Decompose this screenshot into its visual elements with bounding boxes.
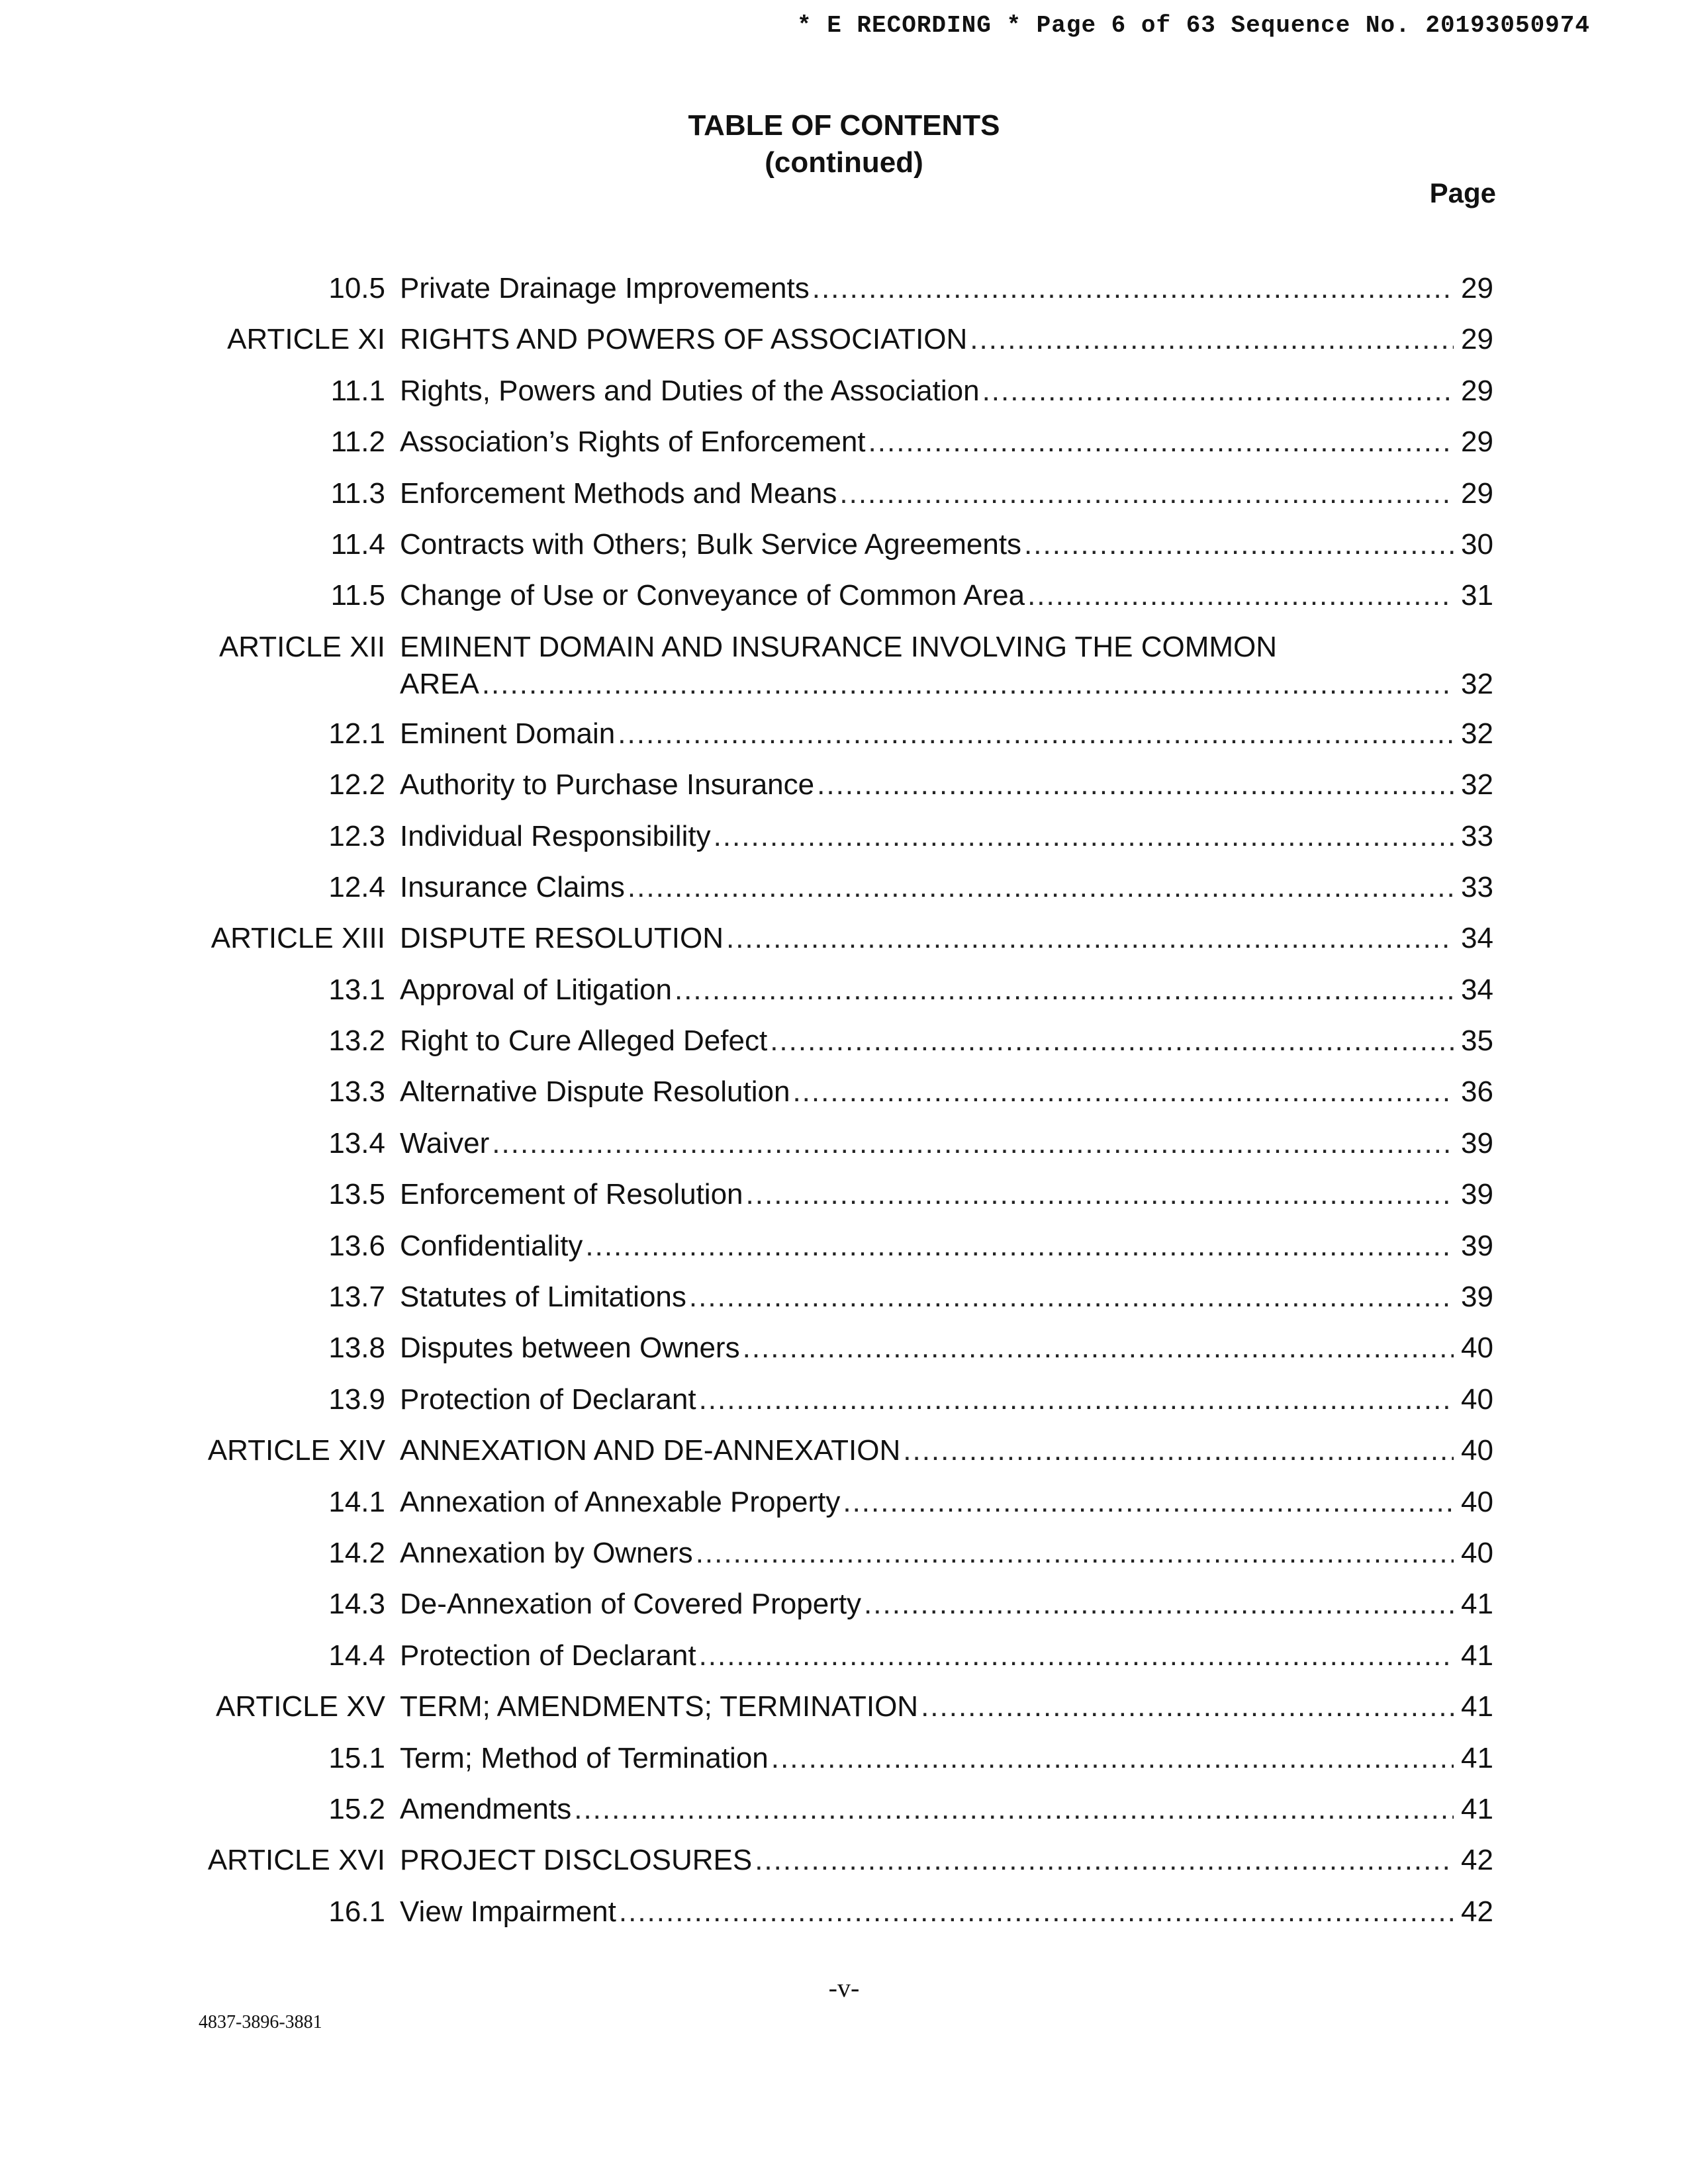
toc-entry-line xyxy=(400,1023,1493,1060)
toc-entry xyxy=(0,972,1688,1023)
toc-entry xyxy=(0,1535,1688,1586)
toc-entry-line xyxy=(400,321,1493,358)
toc-entry xyxy=(0,1073,1688,1124)
toc-entry-line xyxy=(400,1688,1493,1725)
toc-entry xyxy=(0,869,1688,920)
toc-entry xyxy=(0,715,1688,766)
toc-entry-line xyxy=(400,1791,1493,1828)
toc-entry-line xyxy=(400,1432,1493,1469)
toc-entry-title-cell xyxy=(400,869,1493,906)
toc-entry-line xyxy=(400,1073,1493,1111)
toc-entry-number: 14.1 xyxy=(328,1485,385,1518)
toc-entry-title-cell xyxy=(400,1791,1493,1828)
toc-entry-title-cell xyxy=(400,1073,1493,1111)
toc-entry-number: ARTICLE XV xyxy=(216,1690,385,1723)
toc-dot-leader xyxy=(699,1381,1454,1418)
toc-dot-leader xyxy=(903,1432,1454,1469)
toc-entry-title: AREA xyxy=(400,667,479,700)
toc-entry-title-cell xyxy=(400,526,1493,563)
toc-entry xyxy=(0,1740,1688,1791)
toc-dot-leader xyxy=(714,818,1454,855)
toc-entry-number: ARTICLE XVI xyxy=(207,1844,385,1877)
toc-entry-title: PROJECT DISCLOSURES xyxy=(400,1844,753,1877)
toc-entry xyxy=(0,1791,1688,1842)
toc-entry-number: 12.3 xyxy=(328,819,385,852)
toc-entry-number: ARTICLE XIII xyxy=(211,922,385,955)
toc-dot-leader xyxy=(689,1279,1454,1316)
toc-entry-number: ARTICLE XIV xyxy=(207,1434,385,1467)
toc-entry-number: 13.1 xyxy=(328,973,385,1006)
toc-entry-title: Amendments xyxy=(400,1792,572,1825)
toc-dot-leader xyxy=(755,1842,1454,1879)
toc-entry xyxy=(0,920,1688,971)
toc-entry-page: 41 xyxy=(1461,1741,1493,1774)
toc-dot-leader xyxy=(482,666,1454,703)
toc-entry-line xyxy=(400,1535,1493,1572)
toc-entry-title: Approval of Litigation xyxy=(400,973,672,1006)
toc-entry-title: Eminent Domain xyxy=(400,717,616,750)
page-number: -v- xyxy=(828,1973,860,2003)
toc-entry-number: 12.2 xyxy=(328,768,385,801)
toc-entry-title-cell xyxy=(400,920,1493,957)
toc-entry-number: 12.4 xyxy=(328,870,385,903)
toc-entry-page: 42 xyxy=(1461,1844,1493,1877)
toc-entry xyxy=(0,1432,1688,1483)
toc-entry xyxy=(0,1586,1688,1637)
toc-entry-title-cell xyxy=(400,1688,1493,1725)
toc-entry-page: 39 xyxy=(1461,1178,1493,1211)
toc-entry-title-cell xyxy=(400,629,1493,703)
toc-entry-title-cell xyxy=(400,1740,1493,1777)
toc-entry-number: 14.2 xyxy=(328,1536,385,1569)
toc-entry xyxy=(0,1176,1688,1227)
toc-entry-line xyxy=(400,920,1493,957)
toc-entry-line xyxy=(400,270,1493,307)
toc-entry-line xyxy=(400,1228,1493,1265)
toc-entry-number: 11.3 xyxy=(330,477,385,510)
toc-entry-title-cell xyxy=(400,321,1493,358)
toc-entry-number: 13.9 xyxy=(328,1383,385,1416)
toc-entry-title: View Impairment xyxy=(400,1895,616,1928)
toc-entry-title-cell xyxy=(400,766,1493,803)
toc-entry-title-cell xyxy=(400,1279,1493,1316)
toc-entry-line xyxy=(400,869,1493,906)
toc-entry-line xyxy=(400,1279,1493,1316)
toc-entry-title-cell xyxy=(400,1586,1493,1623)
toc-entry xyxy=(0,424,1688,475)
toc-dot-leader xyxy=(492,1125,1454,1162)
toc-entry-number: 14.3 xyxy=(328,1588,385,1621)
toc-entry-page: 30 xyxy=(1461,527,1493,561)
toc-entry xyxy=(0,1381,1688,1432)
toc-entry-line xyxy=(400,1176,1493,1213)
toc-entry-line xyxy=(400,818,1493,855)
toc-entry-number: 12.1 xyxy=(328,717,385,750)
toc-entry xyxy=(0,1893,1688,1944)
toc-entry-page: 35 xyxy=(1461,1024,1493,1058)
toc-dot-leader xyxy=(618,715,1454,752)
toc-entry-number: 15.2 xyxy=(328,1792,385,1825)
page-column-label: Page xyxy=(1429,177,1496,208)
toc-list xyxy=(0,270,1688,1944)
toc-entry-title: Enforcement Methods and Means xyxy=(400,477,837,510)
toc-dot-leader xyxy=(619,1893,1454,1931)
toc-entry-line xyxy=(400,1125,1493,1162)
toc-entry-line xyxy=(400,1381,1493,1418)
toc-entry-page: 41 xyxy=(1461,1639,1493,1672)
toc-entry-line xyxy=(400,1740,1493,1777)
toc-entry-number: 14.4 xyxy=(328,1639,385,1672)
toc-entry-page: 41 xyxy=(1461,1588,1493,1621)
toc-entry-title-cell xyxy=(400,1893,1493,1931)
toc-entry-page: 31 xyxy=(1461,579,1493,612)
toc-entry-title: Term; Method of Termination xyxy=(400,1741,769,1774)
toc-entry-title-cell xyxy=(400,972,1493,1009)
toc-entry-number: ARTICLE XII xyxy=(218,630,385,663)
toc-dot-leader xyxy=(868,424,1454,461)
toc-entry-number: 13.5 xyxy=(328,1178,385,1211)
toc-entry-title: Protection of Declarant xyxy=(400,1383,696,1416)
toc-entry-line xyxy=(400,766,1493,803)
toc-entry-page: 40 xyxy=(1461,1383,1493,1416)
toc-entry-page: 40 xyxy=(1461,1434,1493,1467)
toc-entry-number: 13.2 xyxy=(328,1024,385,1058)
toc-entry-page: 32 xyxy=(1461,667,1493,700)
toc-entry-title: TERM; AMENDMENTS; TERMINATION xyxy=(400,1690,919,1723)
toc-subtitle: (continued) xyxy=(765,146,923,179)
toc-entry-page: 29 xyxy=(1461,477,1493,510)
toc-entry-page: 33 xyxy=(1461,870,1493,903)
toc-dot-leader xyxy=(843,1484,1454,1521)
document-id: 4837-3896-3881 xyxy=(199,2012,322,2032)
toc-entry-title: Annexation of Annexable Property xyxy=(400,1485,841,1518)
toc-entry-title: ANNEXATION AND DE-ANNEXATION xyxy=(400,1434,901,1467)
toc-entry xyxy=(0,321,1688,372)
toc-entry-line xyxy=(400,1484,1493,1521)
toc-entry-title-cell xyxy=(400,1432,1493,1469)
toc-entry-page: 40 xyxy=(1461,1332,1493,1365)
toc-entry-page: 40 xyxy=(1461,1485,1493,1518)
toc-entry-page: 34 xyxy=(1461,922,1493,955)
toc-entry-line xyxy=(400,1637,1493,1674)
toc-entry-title-cell xyxy=(400,1842,1493,1879)
toc-dot-leader xyxy=(628,869,1454,906)
toc-entry-title-cell xyxy=(400,373,1493,410)
toc-entry-page: 40 xyxy=(1461,1536,1493,1569)
toc-entry-page: 42 xyxy=(1461,1895,1493,1928)
toc-entry xyxy=(0,1279,1688,1330)
toc-entry xyxy=(0,373,1688,424)
toc-entry-page: 36 xyxy=(1461,1075,1493,1109)
toc-entry-title: De-Annexation of Covered Property xyxy=(400,1588,862,1621)
toc-dot-leader xyxy=(743,1330,1454,1367)
toc-entry-title: Protection of Declarant xyxy=(400,1639,696,1672)
toc-entry xyxy=(0,766,1688,817)
toc-entry-number: 16.1 xyxy=(328,1895,385,1928)
toc-dot-leader xyxy=(746,1176,1454,1213)
toc-entry-title: Association’s Rights of Enforcement xyxy=(400,426,866,459)
toc-entry-page: 29 xyxy=(1461,374,1493,407)
toc-entry-line xyxy=(400,526,1493,563)
toc-entry-number: 13.6 xyxy=(328,1229,385,1262)
toc-entry-line xyxy=(400,972,1493,1009)
toc-dot-leader xyxy=(771,1740,1454,1777)
toc-entry xyxy=(0,270,1688,321)
toc-entry-title: Individual Responsibility xyxy=(400,819,711,852)
toc-entry xyxy=(0,1484,1688,1535)
toc-entry-title-cell xyxy=(400,475,1493,512)
toc-entry-title: Annexation by Owners xyxy=(400,1536,693,1569)
toc-entry-title-cell xyxy=(400,270,1493,307)
toc-entry-line xyxy=(400,715,1493,752)
toc-entry xyxy=(0,818,1688,869)
toc-entry-number: ARTICLE XI xyxy=(227,323,385,356)
toc-entry-title-cell xyxy=(400,1330,1493,1367)
toc-dot-leader xyxy=(839,475,1454,512)
toc-dot-leader xyxy=(585,1228,1454,1265)
toc-entry-page: 39 xyxy=(1461,1126,1493,1160)
toc-entry-page: 34 xyxy=(1461,973,1493,1006)
toc-dot-leader xyxy=(574,1791,1454,1828)
toc-entry-page: 29 xyxy=(1461,426,1493,459)
toc-entry-title-cell xyxy=(400,1125,1493,1162)
toc-dot-leader xyxy=(1024,526,1454,563)
toc-entry-number: 11.5 xyxy=(330,579,385,612)
toc-entry-page: 33 xyxy=(1461,819,1493,852)
toc-entry-page: 32 xyxy=(1461,768,1493,801)
toc-entry-page: 39 xyxy=(1461,1281,1493,1314)
toc-entry-title-cell xyxy=(400,1637,1493,1674)
toc-dot-leader xyxy=(699,1637,1454,1674)
toc-entry-title-cell xyxy=(400,1381,1493,1418)
toc-entry-title-cell xyxy=(400,715,1493,752)
toc-entry-title: Waiver xyxy=(400,1126,490,1160)
toc-dot-leader xyxy=(864,1586,1454,1623)
toc-entry-number: 13.8 xyxy=(328,1332,385,1365)
toc-entry-number: 13.7 xyxy=(328,1281,385,1314)
toc-entry-line xyxy=(400,1893,1493,1931)
toc-entry-line xyxy=(400,475,1493,512)
toc-entry-number: 11.4 xyxy=(330,527,385,561)
toc-entry-title: DISPUTE RESOLUTION xyxy=(400,922,724,955)
toc-entry-page: 29 xyxy=(1461,323,1493,356)
toc-entry-title-cell xyxy=(400,424,1493,461)
toc-dot-leader xyxy=(817,766,1454,803)
toc-entry xyxy=(0,526,1688,577)
toc-entry-title: Enforcement of Resolution xyxy=(400,1178,743,1211)
toc-entry-title-cell xyxy=(400,1228,1493,1265)
toc-entry xyxy=(0,1330,1688,1381)
toc-title: TABLE OF CONTENTS xyxy=(688,109,1000,142)
toc-entry xyxy=(0,1688,1688,1739)
toc-dot-leader xyxy=(1027,577,1454,614)
toc-entry-title: Contracts with Others; Bulk Service Agreements xyxy=(400,527,1022,561)
toc-entry-title: Rights, Powers and Duties of the Association xyxy=(400,374,980,407)
toc-entry-title: Statutes of Limitations xyxy=(400,1281,686,1314)
recording-header: * E RECORDING * Page 6 of 63 Sequence No. 20193050974 xyxy=(797,12,1590,39)
toc-entry-number: 11.2 xyxy=(330,426,385,459)
toc-entry xyxy=(0,1125,1688,1176)
toc-entry-line xyxy=(400,373,1493,410)
toc-entry-line xyxy=(400,577,1493,614)
toc-entry xyxy=(0,475,1688,526)
toc-entry-number: 13.3 xyxy=(328,1075,385,1109)
toc-entry-line xyxy=(400,1842,1493,1879)
toc-dot-leader xyxy=(675,972,1454,1009)
toc-entry-title-cell xyxy=(400,818,1493,855)
toc-entry-number: 13.4 xyxy=(328,1126,385,1160)
toc-entry-title: Disputes between Owners xyxy=(400,1332,740,1365)
toc-entry-title: Change of Use or Conveyance of Common Area xyxy=(400,579,1025,612)
toc-entry-line xyxy=(400,1330,1493,1367)
toc-entry-title: Alternative Dispute Resolution xyxy=(400,1075,790,1109)
toc-dot-leader xyxy=(792,1073,1454,1111)
toc-entry-title-cell xyxy=(400,577,1493,614)
toc-entry-page: 29 xyxy=(1461,272,1493,304)
toc-entry-page: 41 xyxy=(1461,1792,1493,1825)
toc-entry-title: Private Drainage Improvements xyxy=(400,272,810,304)
toc-entry-title: Authority to Purchase Insurance xyxy=(400,768,815,801)
toc-dot-leader xyxy=(696,1535,1454,1572)
toc-entry-title-cell xyxy=(400,1023,1493,1060)
toc-entry xyxy=(0,577,1688,628)
toc-entry-number: 11.1 xyxy=(330,374,385,407)
toc-entry-page: 32 xyxy=(1461,717,1493,750)
toc-entry-number: 15.1 xyxy=(328,1741,385,1774)
toc-entry-title: Right to Cure Alleged Defect xyxy=(400,1024,768,1058)
toc-dot-leader xyxy=(770,1023,1454,1060)
toc-entry-title: RIGHTS AND POWERS OF ASSOCIATION xyxy=(400,323,968,356)
toc-entry xyxy=(0,629,1688,715)
toc-entry xyxy=(0,1023,1688,1073)
toc-entry-page: 39 xyxy=(1461,1229,1493,1262)
toc-entry-title-line: EMINENT DOMAIN AND INSURANCE INVOLVING THE COMMON xyxy=(400,630,1278,663)
toc-entry-title: Insurance Claims xyxy=(400,870,625,903)
toc-entry-line xyxy=(400,666,1493,703)
toc-entry xyxy=(0,1228,1688,1279)
toc-entry-title-cell xyxy=(400,1176,1493,1213)
toc-dot-leader xyxy=(970,321,1454,358)
toc-entry-title-cell xyxy=(400,1535,1493,1572)
toc-entry-line xyxy=(400,424,1493,461)
toc-entry xyxy=(0,1637,1688,1688)
toc-dot-leader xyxy=(982,373,1454,410)
toc-heading xyxy=(0,107,1688,181)
toc-entry xyxy=(0,1842,1688,1893)
toc-entry-number: 10.5 xyxy=(328,272,385,304)
toc-dot-leader xyxy=(812,270,1454,307)
toc-entry-page: 41 xyxy=(1461,1690,1493,1723)
toc-entry-title-cell xyxy=(400,1484,1493,1521)
toc-dot-leader xyxy=(921,1688,1454,1725)
toc-entry-line xyxy=(400,1586,1493,1623)
toc-dot-leader xyxy=(726,920,1454,957)
toc-entry-title: Confidentiality xyxy=(400,1229,583,1262)
